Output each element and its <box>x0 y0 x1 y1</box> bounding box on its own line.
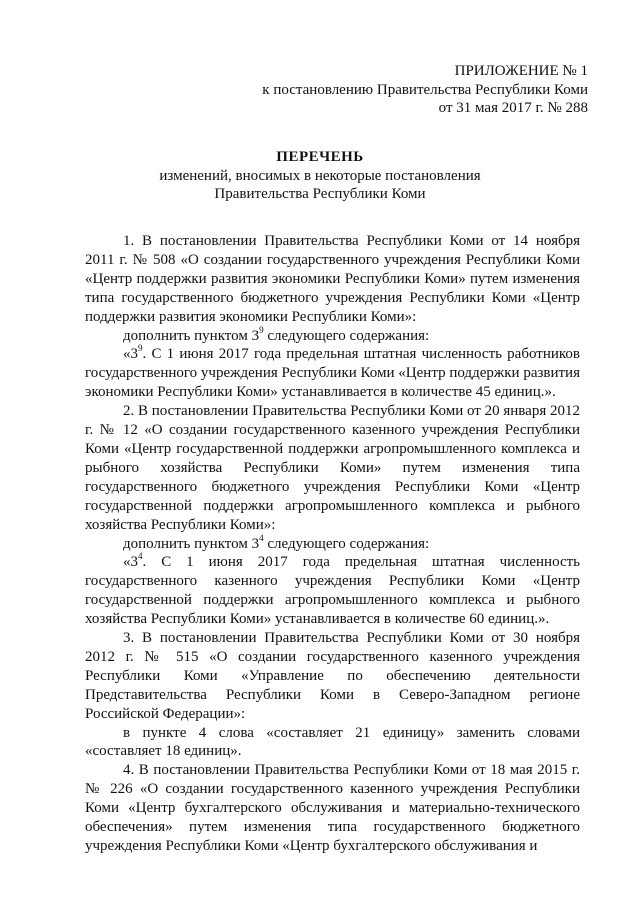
paragraph-5 <box>85 532 580 554</box>
document-body <box>85 232 580 856</box>
paragraph-7: 3. В постановлении Правительства Республики Коми от 30 ноября 2012 г. № 515 «О создании государственного казенного учреждения Республики Коми «Управление по обеспечению деятельности Представительства Республики Коми в Северо-Западном регионе Российской Федерации»: <box>85 630 580 722</box>
document-subtitle-line2: Правительства Республики Коми <box>214 186 426 202</box>
paragraph-8: в пункте 4 слова «составляет 21 единицу» заменить словами «составляет 18 единиц». <box>85 724 580 760</box>
paragraph-3-text-end: . С 1 июня 2017 года предельная штатная численность работников государственного учреждения Республики Коми «Центр поддержки развития экономики Республики Коми» устанавливается в количестве 45 единиц.». <box>85 346 580 401</box>
appendix-date: от 31 мая 2017 г. № 288 <box>438 100 588 116</box>
paragraph-1: 1. В постановлении Правительства Республики Коми от 14 ноября 2011 г. № 508 «О создании государственного учреждения Республики Коми «Центр поддержки развития экономики Республики Коми» путем изменения типа государственного бюджетного учреждения Республики Коми «Центр поддержки развития экономики Республики Коми»: <box>85 233 580 325</box>
document-title: ПЕРЕЧЕНЬ <box>276 149 364 165</box>
document-subtitle-line1: изменений, вносимых в некоторые постановления <box>159 167 481 184</box>
superscript: 9 <box>259 324 264 335</box>
appendix-header <box>262 62 588 118</box>
document-heading <box>0 148 640 204</box>
paragraph-6-text: «3 <box>123 554 138 571</box>
paragraph-9: 4. В постановлении Правительства Республики Коми от 18 мая 2015 г. № 226 «О создании государственного казенного учреждения Республики Коми «Центр бухгалтерского обслуживания и материально-технического обеспечения» путем изменения типа государственного бюджетного учреждения Республики Коми «Центр бухгалтерского обслуживания и <box>85 762 580 854</box>
superscript: 4 <box>259 532 264 543</box>
paragraph-6 <box>85 553 580 629</box>
paragraph-4: 2. В постановлении Правительства Республики Коми от 20 января 2012 г. № 12 «О создании государственного казенного учреждения Республики Коми «Центр государственной поддержки агропромышленного комплекса и рыбного хозяйства Республики Коми» путем изменения типа государственного бюджетного учреждения Республики Коми «Центр государственной поддержки агропромышленного комплекса и рыбного хозяйства Республики Коми»: <box>85 403 580 533</box>
paragraph-6-text-end: . С 1 июня 2017 года предельная штатная численность государственного казенного учреждения Республики Коми «Центр государственной поддержки агропромышленного комплекса и рыбного хозяйства Республики Коми» устанавливается в количестве 60 единиц.». <box>85 554 580 628</box>
paragraph-3-text: «3 <box>123 346 138 363</box>
paragraph-5-text-end: следующего содержания: <box>263 535 430 552</box>
paragraph-3 <box>85 345 580 402</box>
paragraph-5-text: дополнить пунктом 3 <box>123 535 260 552</box>
superscript: 4 <box>138 551 143 562</box>
paragraph-2-text: дополнить пунктом 3 <box>123 327 260 344</box>
appendix-reference: к постановлению Правительства Республики Коми <box>262 81 588 98</box>
paragraph-2 <box>85 324 580 346</box>
superscript: 9 <box>138 343 143 354</box>
paragraph-2-text-end: следующего содержания: <box>263 327 430 344</box>
appendix-number: ПРИЛОЖЕНИЕ № 1 <box>454 63 588 79</box>
